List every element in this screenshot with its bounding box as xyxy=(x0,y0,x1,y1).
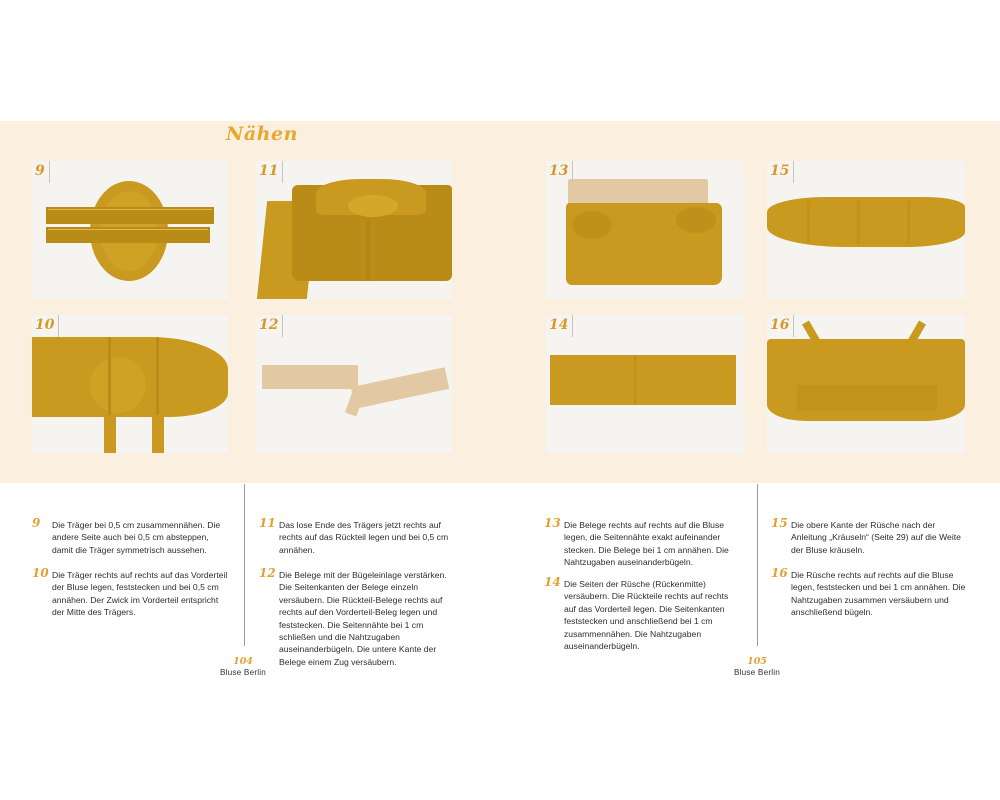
photo-number: 15 xyxy=(770,163,790,179)
step-14 xyxy=(544,575,740,652)
step-text: Die Seiten der Rüsche (Rückenmitte) versäubern. Die Rückteile rechts auf rechts auf das Vorderteil legen. Die Seitenkanten feststecken und anschließend bei 1 cm zusammennähen. Die Nahtzugaben auseinanderbügeln. xyxy=(564,579,729,652)
step-text: Das lose Ende des Trägers jetzt rechts auf rechts auf das Rückteil legen und bei 0,5 cm annähen. xyxy=(279,520,449,555)
section-title: Nähen xyxy=(226,123,298,145)
step-16 xyxy=(771,566,967,619)
step-text: Die obere Kante der Rüsche nach der Anleitung „Kräuseln“ (Seite 29) auf die Weite der Bluse kräuseln. xyxy=(791,520,961,555)
step-text: Die Belege mit der Bügeleinlage verstärken. Die Seitenkanten der Belege einzeln versäubern. Die Rückteil-Belege rechts auf rechts auf den Vorderteil-Beleg legen und feststecken. Die Seitennähte bei 1 cm schließen und die Nahtzugaben auseinanderbügeln. Die untere Kante der Belege einem Zug versäubern. xyxy=(279,570,447,667)
photo-step-14 xyxy=(546,315,744,453)
step-number: 16 xyxy=(771,566,788,580)
step-number: 9 xyxy=(32,516,41,530)
step-9 xyxy=(32,516,228,556)
step-number: 15 xyxy=(771,516,788,530)
step-text: Die Träger bei 0,5 cm zusammennähen. Die andere Seite auch bei 0,5 cm absteppen, damit die Träger symmetrisch aussehen. xyxy=(52,520,221,555)
step-text: Die Rüsche rechts auf rechts auf die Bluse legen, feststecken und bei 1 cm annähen. Die Nahtzugaben zusammen versäubern und anschließend bügeln. xyxy=(791,570,966,618)
photo-step-10 xyxy=(32,315,228,453)
column-divider-right xyxy=(757,484,758,646)
photo-number: 13 xyxy=(549,163,569,179)
step-number: 12 xyxy=(259,566,276,580)
photo-step-16 xyxy=(767,315,965,453)
folio-left xyxy=(203,656,283,678)
photo-number: 10 xyxy=(35,317,55,333)
photo-step-11 xyxy=(256,161,452,299)
photo-step-15 xyxy=(767,161,965,299)
photo-step-13 xyxy=(546,161,744,299)
step-number: 14 xyxy=(544,575,561,589)
photo-step-12 xyxy=(256,315,452,453)
photo-number: 14 xyxy=(549,317,569,333)
column-divider-left xyxy=(244,484,245,646)
photo-number: 9 xyxy=(35,163,45,179)
step-11 xyxy=(259,516,455,556)
photo-number: 12 xyxy=(259,317,279,333)
step-10 xyxy=(32,566,228,619)
photo-number: 11 xyxy=(259,163,279,179)
folio-right xyxy=(717,656,797,678)
step-13 xyxy=(544,516,740,569)
photo-step-9 xyxy=(32,161,228,299)
step-number: 10 xyxy=(32,566,49,580)
step-number: 13 xyxy=(544,516,561,530)
step-15 xyxy=(771,516,967,556)
book-title: Bluse Berlin xyxy=(733,668,781,677)
step-number: 11 xyxy=(259,516,276,530)
step-text: Die Träger rechts auf rechts auf das Vorderteil der Bluse legen, feststecken und bei 0,5 cm annähen. Der Zwick im Vorderteil entspricht der Mitte des Trägers. xyxy=(52,570,228,618)
page-number: 104 xyxy=(233,656,253,667)
book-title: Bluse Berlin xyxy=(219,668,267,677)
page-number: 105 xyxy=(747,656,767,667)
step-text: Die Belege rechts auf rechts auf die Bluse legen, die Seitennähte exakt aufeinander stecken. Die Belege bei 1 cm annähen. Die Nahtzugaben auseinanderbügeln. xyxy=(564,520,729,568)
photo-number: 16 xyxy=(770,317,790,333)
step-12 xyxy=(259,566,455,668)
